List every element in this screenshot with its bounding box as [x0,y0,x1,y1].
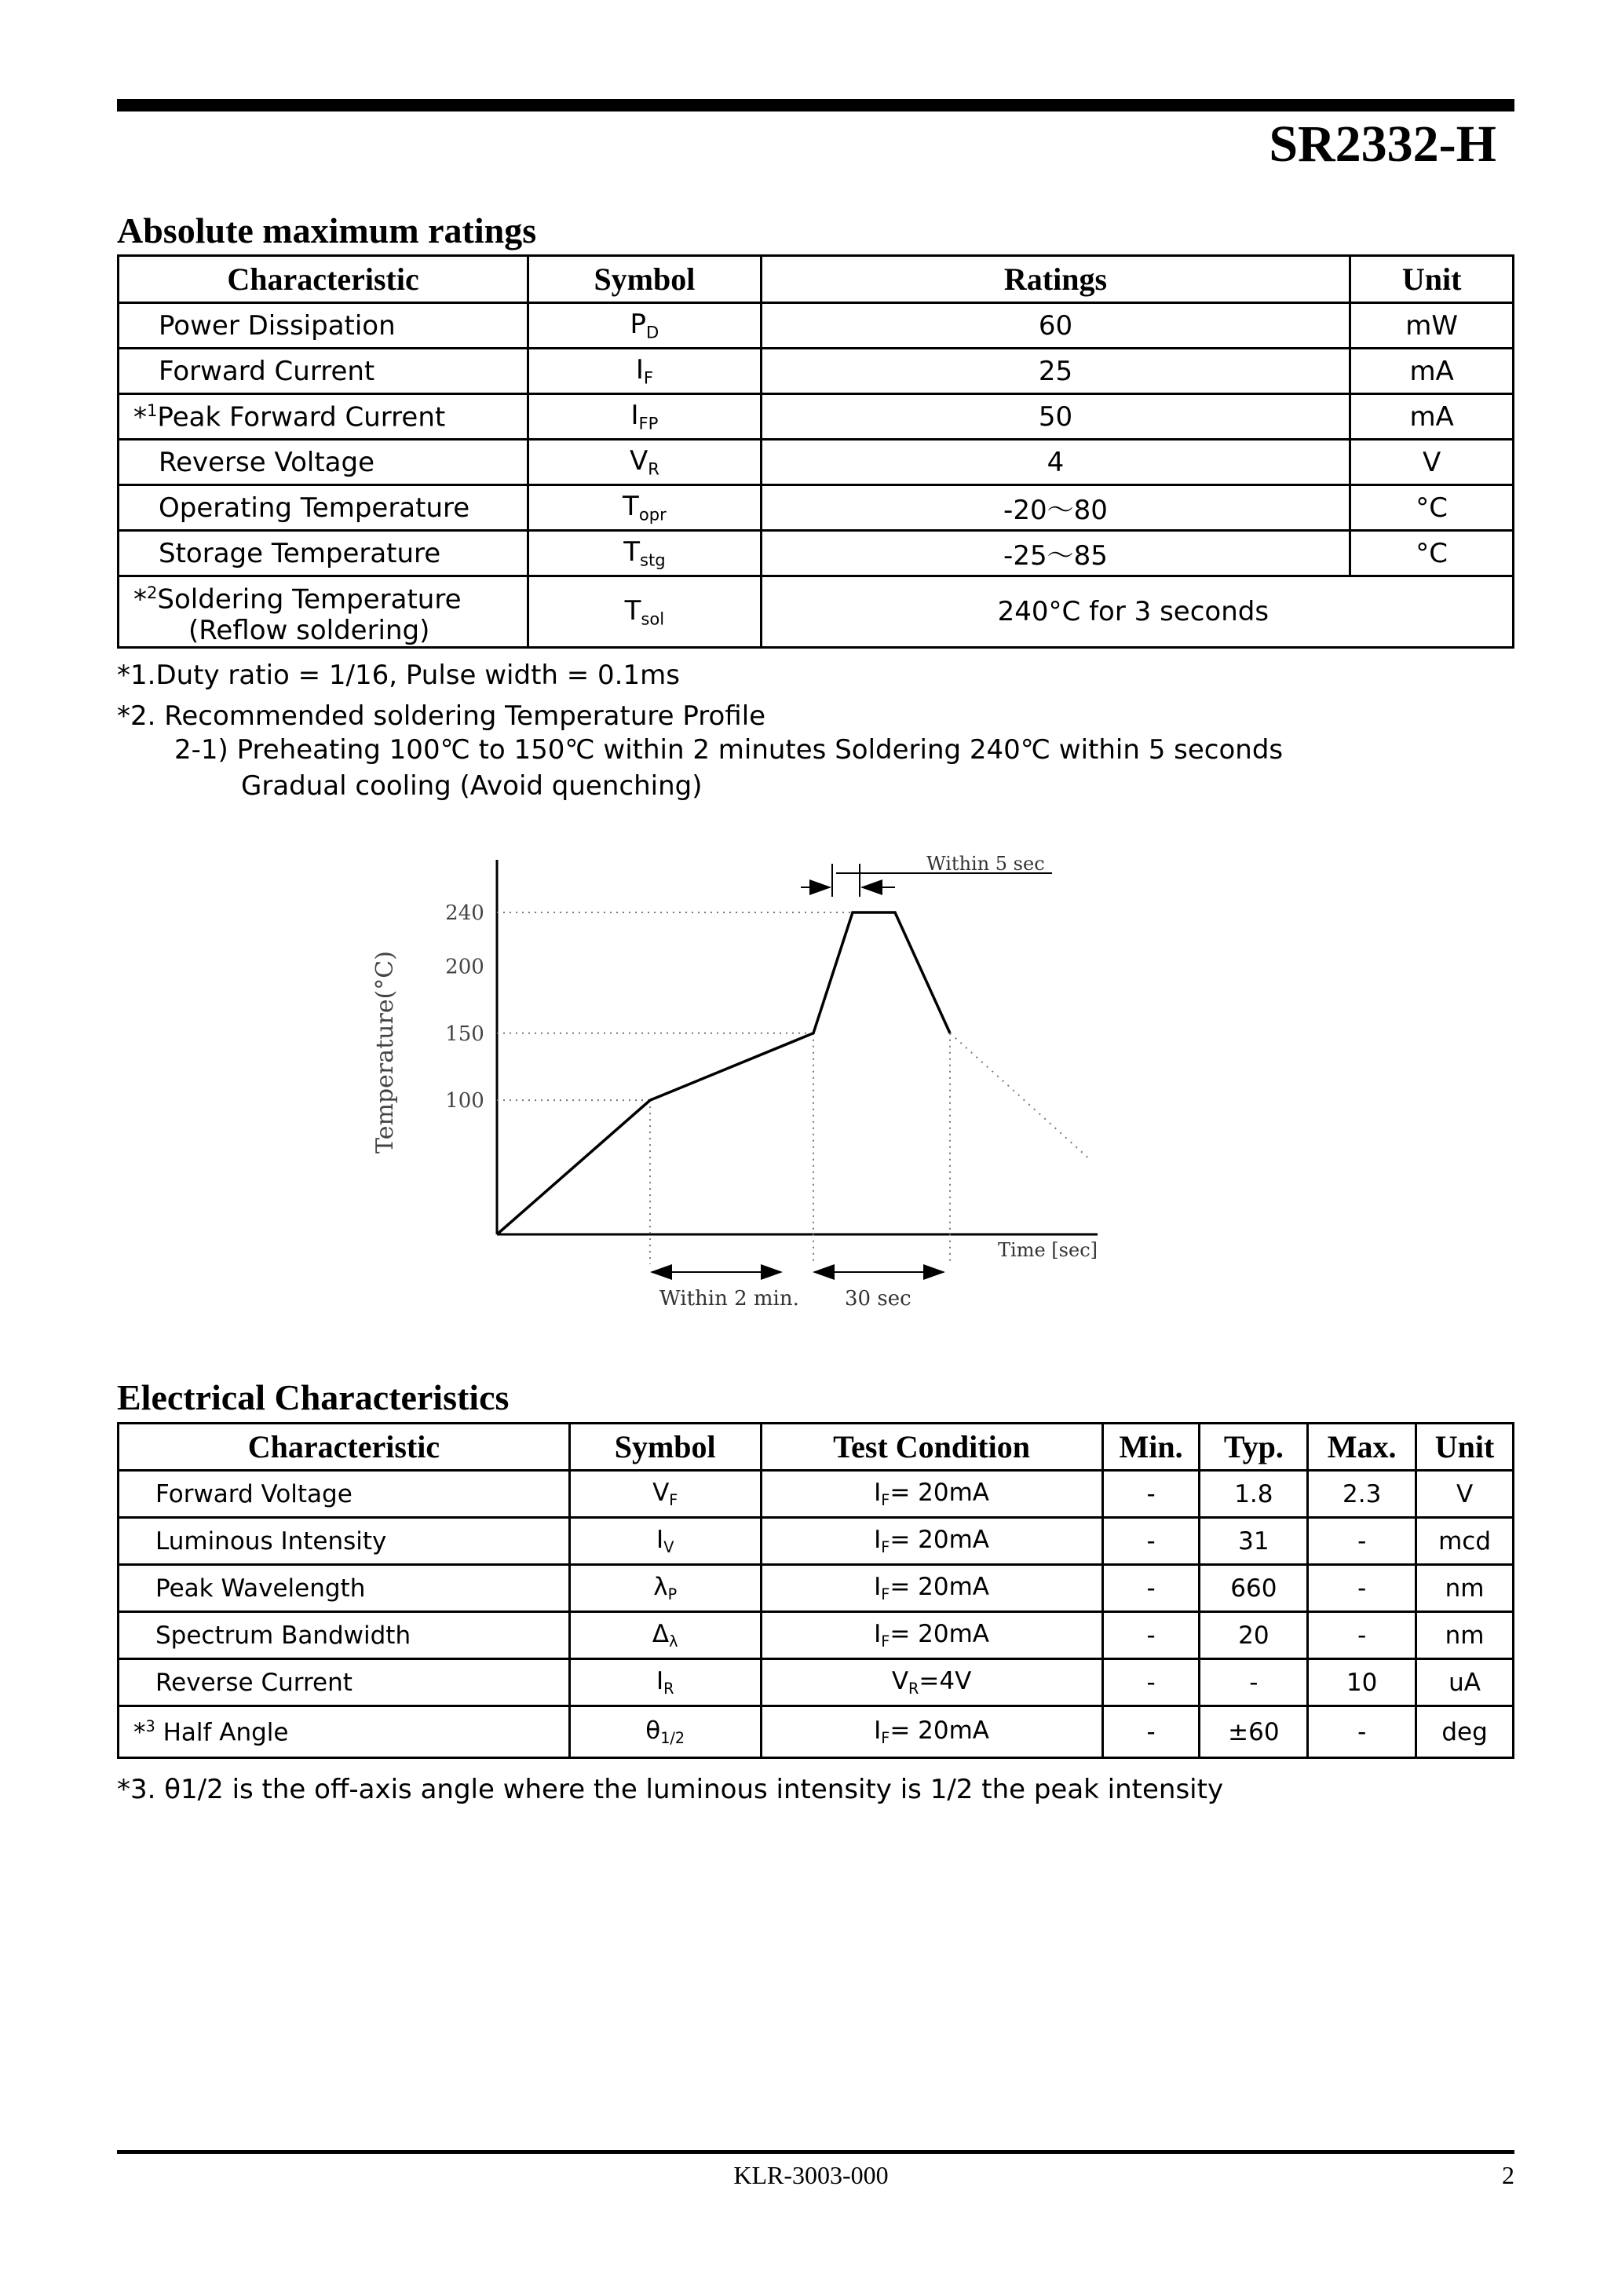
table-row [119,349,1514,394]
y-tick-label: 150 [445,1022,484,1046]
unit-cell: V [1416,1471,1514,1518]
symbol-cell: $I_R$ [569,1659,761,1706]
soldering-characteristic: *$^2$Soldering Temperature (Reflow soldering) [119,576,528,648]
table-row [119,1471,1514,1518]
table-row [119,1518,1514,1565]
min-cell: - [1102,1659,1200,1706]
y-axis-label: Temperature(°C) [371,951,399,1153]
characteristic-cell: Forward Voltage [119,1471,570,1518]
table-row [119,440,1514,485]
characteristic-cell: Operating Temperature [119,485,528,531]
characteristic-cell: Power Dissipation [119,303,528,349]
symbol-cell: $\theta_{1/2}$ [569,1706,761,1758]
unit-cell: uA [1416,1659,1514,1706]
characteristic-cell: Storage Temperature [119,531,528,576]
table-row [119,531,1514,576]
col-test-condition: Test Condition [761,1424,1102,1471]
note-3: *3. θ1/2 is the off-axis angle where the luminous intensity is 1/2 the peak intensity [117,1774,1224,1805]
typ-cell: ±60 [1200,1706,1308,1758]
min-cell: - [1102,1565,1200,1612]
characteristic-cell: Reverse Voltage [119,440,528,485]
profile-line [497,912,950,1234]
characteristic-cell: Luminous Intensity [119,1518,570,1565]
page-number: 2 [1502,2161,1514,2189]
unit-cell: °C [1350,485,1514,531]
characteristic-cell: *$^3$ Half Angle [119,1706,570,1758]
unit-cell: mW [1350,303,1514,349]
cooling-line [950,1033,1091,1161]
abs-max-table [117,254,1514,649]
table-row [119,1565,1514,1612]
peak-annotation: Within 5 sec [926,853,1045,875]
footer-rule [117,2150,1514,2154]
symbol-cell: $I_F$ [528,349,761,394]
typ-cell: - [1200,1659,1308,1706]
symbol-cell: $I_{FP}$ [528,394,761,440]
ramp-annotation: 30 sec [845,1287,911,1311]
characteristic-cell: Forward Current [119,349,528,394]
note-2-2: Gradual cooling (Avoid quenching) [241,770,703,802]
unit-cell: nm [1416,1612,1514,1659]
table-row [119,485,1514,531]
soldering-symbol: $T_{sol}$ [528,576,761,648]
col-ratings: Ratings [761,256,1350,303]
abs-max-title: Absolute maximum ratings [117,210,537,250]
col-min: Min. [1102,1424,1200,1471]
characteristic-cell: *$^1$Peak Forward Current [119,394,528,440]
condition-cell: $V_R=4V$ [761,1659,1102,1706]
symbol-cell: $\lambda_P$ [569,1565,761,1612]
col-unit: Unit [1416,1424,1514,1471]
elec-table [117,1422,1514,1759]
symbol-cell: $V_R$ [528,440,761,485]
rating-cell: 25 [761,349,1350,394]
unit-cell: nm [1416,1565,1514,1612]
condition-cell: $I_F= 20mA$ [761,1471,1102,1518]
min-cell: - [1102,1518,1200,1565]
symbol-cell: $\Delta_\lambda$ [569,1612,761,1659]
top-rule [117,99,1514,112]
x-axis-label: Time [sec] [998,1239,1098,1261]
table-row [119,576,1514,648]
unit-cell: mA [1350,349,1514,394]
rating-cell: 4 [761,440,1350,485]
max-cell: 2.3 [1308,1471,1416,1518]
doc-number: KLR-3003-000 [733,2161,889,2189]
max-cell: - [1308,1706,1416,1758]
note-1: *1.Duty ratio = 1/16, Pulse width = 0.1ms [117,660,680,691]
max-cell: - [1308,1612,1416,1659]
typ-cell: 1.8 [1200,1471,1308,1518]
note-2: *2. Recommended soldering Temperature Profile [117,700,766,732]
table-row [119,394,1514,440]
col-characteristic: Characteristic [119,1424,570,1471]
symbol-cell: $V_F$ [569,1471,761,1518]
min-cell: - [1102,1612,1200,1659]
y-tick-label: 200 [445,955,484,979]
unit-cell: °C [1350,531,1514,576]
max-cell: 10 [1308,1659,1416,1706]
reflow-profile-chart [345,848,1115,1335]
typ-cell: 660 [1200,1565,1308,1612]
typ-cell: 31 [1200,1518,1308,1565]
col-max: Max. [1308,1424,1416,1471]
symbol-cell: $P_D$ [528,303,761,349]
condition-cell: $I_F= 20mA$ [761,1706,1102,1758]
rating-cell: 60 [761,303,1350,349]
typ-cell: 20 [1200,1612,1308,1659]
unit-cell: V [1350,440,1514,485]
preheat-annotation: Within 2 min. [659,1287,799,1311]
table-row [119,1706,1514,1758]
condition-cell: $I_F= 20mA$ [761,1518,1102,1565]
rating-cell: -20～80 [761,485,1350,531]
condition-cell: $I_F= 20mA$ [761,1565,1102,1612]
col-typ: Typ. [1200,1424,1308,1471]
col-symbol: Symbol [528,256,761,303]
note-2-1: 2-1) Preheating 100℃ to 150℃ within 2 minutes Soldering 240℃ within 5 seconds [174,734,1284,766]
table-row [119,1612,1514,1659]
min-cell: - [1102,1706,1200,1758]
col-symbol: Symbol [569,1424,761,1471]
symbol-cell: $T_{stg}$ [528,531,761,576]
table-row [119,303,1514,349]
elec-title: Electrical Characteristics [117,1377,510,1417]
rating-cell: -25～85 [761,531,1350,576]
y-tick-label: 240 [445,901,484,925]
table-row [119,1659,1514,1706]
col-characteristic: Characteristic [119,256,528,303]
characteristic-cell: Peak Wavelength [119,1565,570,1612]
min-cell: - [1102,1471,1200,1518]
condition-cell: $I_F= 20mA$ [761,1612,1102,1659]
symbol-cell: $T_{opr}$ [528,485,761,531]
characteristic-cell: Spectrum Bandwidth [119,1612,570,1659]
unit-cell: deg [1416,1706,1514,1758]
rating-cell: 50 [761,394,1350,440]
characteristic-cell: Reverse Current [119,1659,570,1706]
unit-cell: mA [1350,394,1514,440]
part-number: SR2332-H [1269,115,1496,173]
unit-cell: mcd [1416,1518,1514,1565]
max-cell: - [1308,1565,1416,1612]
y-tick-label: 100 [445,1089,484,1113]
col-unit: Unit [1350,256,1514,303]
max-cell: - [1308,1518,1416,1565]
soldering-rating: 240°C for 3 seconds [761,576,1513,648]
symbol-cell: $I_V$ [569,1518,761,1565]
